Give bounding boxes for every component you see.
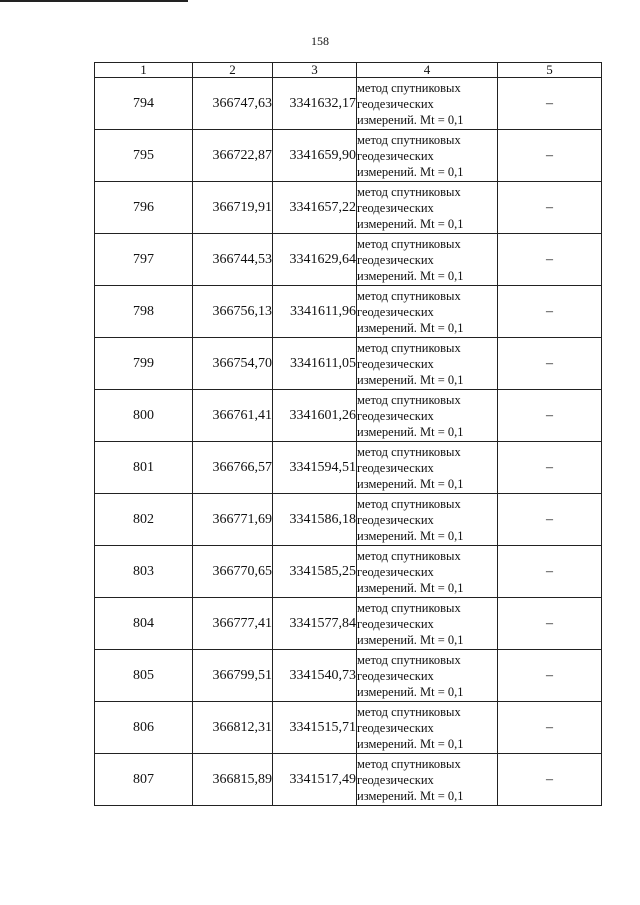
method-line-3: измерений. Mt = 0,1: [357, 320, 464, 335]
method-cell: [357, 182, 498, 234]
x-coordinate-cell: 366770,65: [193, 546, 273, 598]
method-line-2: геодезических: [357, 720, 434, 735]
method-line-3: измерений. Mt = 0,1: [357, 788, 464, 803]
note-cell: –: [498, 546, 602, 598]
note-cell: –: [498, 494, 602, 546]
x-coordinate-cell: 366761,41: [193, 390, 273, 442]
method-line-3: измерений. Mt = 0,1: [357, 580, 464, 595]
table-row: [95, 546, 602, 598]
method-line-3: измерений. Mt = 0,1: [357, 268, 464, 283]
y-coordinate-cell: 3341585,25: [273, 546, 357, 598]
point-number-cell: 800: [95, 390, 193, 442]
x-coordinate-cell: 366744,53: [193, 234, 273, 286]
x-coordinate-cell: 366747,63: [193, 78, 273, 130]
y-coordinate-cell: 3341594,51: [273, 442, 357, 494]
table-row: [95, 754, 602, 806]
point-number-cell: 806: [95, 702, 193, 754]
y-coordinate-cell: 3341611,05: [273, 338, 357, 390]
point-number-cell: 805: [95, 650, 193, 702]
note-cell: –: [498, 130, 602, 182]
method-line-2: геодезических: [357, 668, 434, 683]
method-line-3: измерений. Mt = 0,1: [357, 372, 464, 387]
method-line-2: геодезических: [357, 564, 434, 579]
method-cell: [357, 702, 498, 754]
method-line-1: метод спутниковых: [357, 236, 461, 251]
table-row: [95, 442, 602, 494]
method-line-1: метод спутниковых: [357, 756, 461, 771]
point-number-cell: 801: [95, 442, 193, 494]
method-cell: [357, 598, 498, 650]
method-line-2: геодезических: [357, 460, 434, 475]
method-line-1: метод спутниковых: [357, 80, 461, 95]
x-coordinate-cell: 366754,70: [193, 338, 273, 390]
method-line-1: метод спутниковых: [357, 392, 461, 407]
x-coordinate-cell: 366799,51: [193, 650, 273, 702]
note-cell: –: [498, 754, 602, 806]
header-cell-3: 3: [273, 63, 357, 78]
y-coordinate-cell: 3341586,18: [273, 494, 357, 546]
table-row: [95, 650, 602, 702]
table-header-row: [95, 63, 602, 78]
y-coordinate-cell: 3341540,73: [273, 650, 357, 702]
header-cell-1: 1: [95, 63, 193, 78]
method-line-1: метод спутниковых: [357, 132, 461, 147]
point-number-cell: 798: [95, 286, 193, 338]
method-cell: [357, 650, 498, 702]
note-cell: –: [498, 442, 602, 494]
point-number-cell: 797: [95, 234, 193, 286]
method-line-1: метод спутниковых: [357, 600, 461, 615]
method-line-3: измерений. Mt = 0,1: [357, 216, 464, 231]
method-cell: [357, 546, 498, 598]
x-coordinate-cell: 366815,89: [193, 754, 273, 806]
y-coordinate-cell: 3341517,49: [273, 754, 357, 806]
y-coordinate-cell: 3341629,64: [273, 234, 357, 286]
point-number-cell: 799: [95, 338, 193, 390]
x-coordinate-cell: 366771,69: [193, 494, 273, 546]
method-cell: [357, 338, 498, 390]
method-line-3: измерений. Mt = 0,1: [357, 112, 464, 127]
table-row: [95, 78, 602, 130]
note-cell: –: [498, 390, 602, 442]
top-rule: [0, 0, 188, 2]
page-number: 158: [311, 34, 329, 48]
method-line-2: геодезических: [357, 512, 434, 527]
table-row: [95, 286, 602, 338]
header-cell-4: 4: [357, 63, 498, 78]
point-number-cell: 796: [95, 182, 193, 234]
note-cell: –: [498, 338, 602, 390]
coordinates-table: [94, 62, 602, 806]
table-row: [95, 598, 602, 650]
method-cell: [357, 286, 498, 338]
method-line-2: геодезических: [357, 148, 434, 163]
table-row: [95, 182, 602, 234]
point-number-cell: 803: [95, 546, 193, 598]
point-number-cell: 804: [95, 598, 193, 650]
table-row: [95, 338, 602, 390]
table-row: [95, 702, 602, 754]
table-row: [95, 130, 602, 182]
header-cell-2: 2: [193, 63, 273, 78]
note-cell: –: [498, 78, 602, 130]
point-number-cell: 795: [95, 130, 193, 182]
x-coordinate-cell: 366812,31: [193, 702, 273, 754]
table-row: [95, 494, 602, 546]
method-line-2: геодезических: [357, 96, 434, 111]
method-line-1: метод спутниковых: [357, 496, 461, 511]
y-coordinate-cell: 3341657,22: [273, 182, 357, 234]
method-line-1: метод спутниковых: [357, 184, 461, 199]
y-coordinate-cell: 3341632,17: [273, 78, 357, 130]
x-coordinate-cell: 366777,41: [193, 598, 273, 650]
y-coordinate-cell: 3341515,71: [273, 702, 357, 754]
method-line-1: метод спутниковых: [357, 444, 461, 459]
table-row: [95, 234, 602, 286]
note-cell: –: [498, 702, 602, 754]
x-coordinate-cell: 366756,13: [193, 286, 273, 338]
x-coordinate-cell: 366722,87: [193, 130, 273, 182]
y-coordinate-cell: 3341659,90: [273, 130, 357, 182]
y-coordinate-cell: 3341601,26: [273, 390, 357, 442]
method-cell: [357, 442, 498, 494]
y-coordinate-cell: 3341577,84: [273, 598, 357, 650]
point-number-cell: 802: [95, 494, 193, 546]
method-line-2: геодезических: [357, 616, 434, 631]
method-line-1: метод спутниковых: [357, 652, 461, 667]
method-cell: [357, 494, 498, 546]
note-cell: –: [498, 650, 602, 702]
method-line-2: геодезических: [357, 408, 434, 423]
method-line-2: геодезических: [357, 200, 434, 215]
method-line-3: измерений. Mt = 0,1: [357, 684, 464, 699]
header-cell-5: 5: [498, 63, 602, 78]
method-cell: [357, 234, 498, 286]
note-cell: –: [498, 598, 602, 650]
x-coordinate-cell: 366766,57: [193, 442, 273, 494]
y-coordinate-cell: 3341611,96: [273, 286, 357, 338]
method-cell: [357, 78, 498, 130]
method-cell: [357, 390, 498, 442]
method-line-3: измерений. Mt = 0,1: [357, 632, 464, 647]
method-line-1: метод спутниковых: [357, 548, 461, 563]
method-line-2: геодезических: [357, 252, 434, 267]
method-line-1: метод спутниковых: [357, 288, 461, 303]
note-cell: –: [498, 234, 602, 286]
method-cell: [357, 754, 498, 806]
method-line-2: геодезических: [357, 356, 434, 371]
method-line-1: метод спутниковых: [357, 704, 461, 719]
note-cell: –: [498, 286, 602, 338]
method-line-3: измерений. Mt = 0,1: [357, 476, 464, 491]
method-line-3: измерений. Mt = 0,1: [357, 164, 464, 179]
table-row: [95, 390, 602, 442]
note-cell: –: [498, 182, 602, 234]
point-number-cell: 807: [95, 754, 193, 806]
method-line-3: измерений. Mt = 0,1: [357, 424, 464, 439]
method-line-3: измерений. Mt = 0,1: [357, 528, 464, 543]
method-line-2: геодезических: [357, 772, 434, 787]
method-line-3: измерений. Mt = 0,1: [357, 736, 464, 751]
point-number-cell: 794: [95, 78, 193, 130]
x-coordinate-cell: 366719,91: [193, 182, 273, 234]
method-line-2: геодезических: [357, 304, 434, 319]
method-line-1: метод спутниковых: [357, 340, 461, 355]
method-cell: [357, 130, 498, 182]
